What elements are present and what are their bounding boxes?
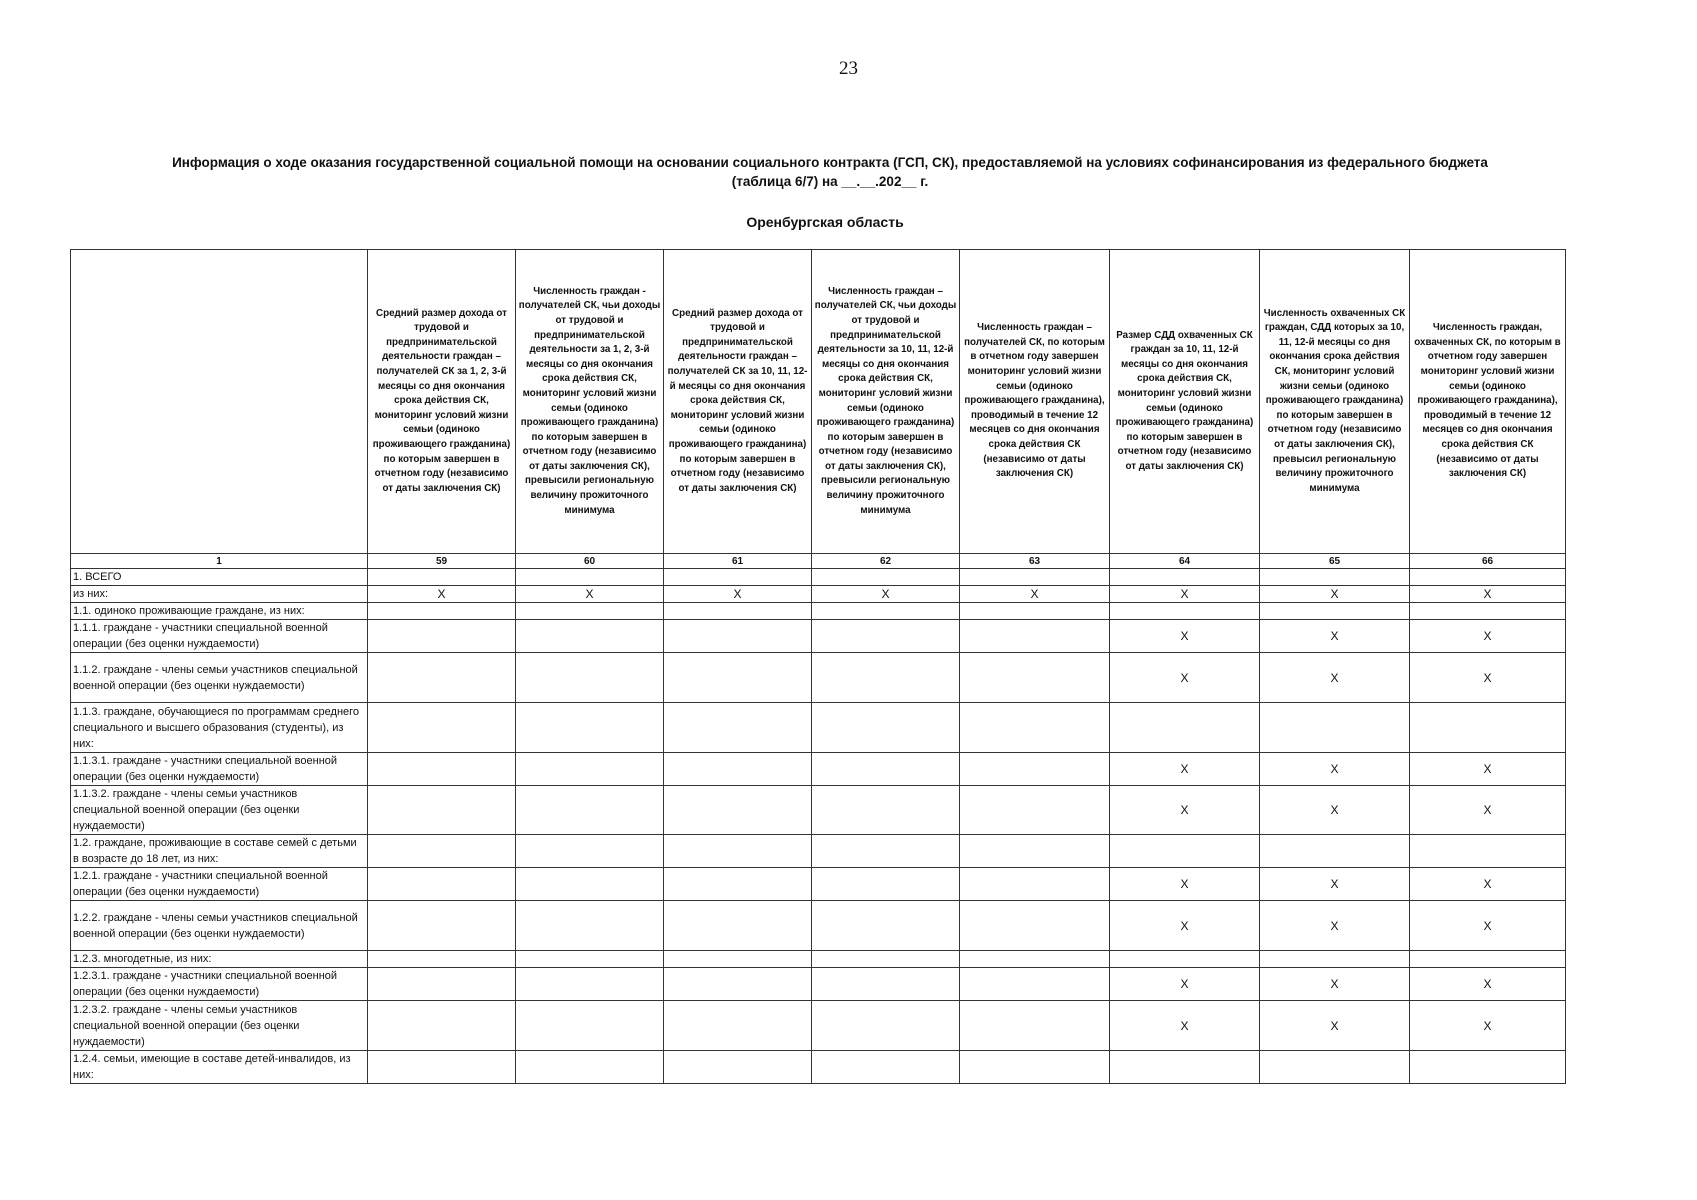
table-cell [812, 1001, 960, 1051]
table-cell [1410, 1051, 1566, 1084]
column-header: Размер СДД охваченных СК граждан за 10, 11, 12-й месяцы со дня окончания срока действия СК, мониторинг условий жизни семьи (одиноко проживающего гражданина) по которым завершен в отчетном году (независимо от даты заключения СК) [1110, 250, 1260, 554]
table-cell [812, 835, 960, 868]
table-cell: X [1110, 901, 1260, 951]
table-cell [812, 951, 960, 968]
table-cell: X [1110, 868, 1260, 901]
row-label: 1.1.3. граждане, обучающиеся по программам среднего специального и высшего образования (студенты), из них: [71, 703, 368, 753]
table-row [71, 951, 1566, 968]
column-number: 60 [516, 554, 664, 569]
title-line-2: (таблица 6/7) на __.__.202__ г. [731, 174, 929, 189]
table-cell [664, 653, 812, 703]
table-row [71, 586, 1566, 603]
table-row [71, 1051, 1566, 1084]
table-cell [812, 1051, 960, 1084]
table-cell [1410, 703, 1566, 753]
column-number-row [71, 554, 1566, 569]
table-cell: X [1410, 620, 1566, 653]
column-number: 63 [960, 554, 1110, 569]
table-cell [960, 620, 1110, 653]
table-cell [960, 901, 1110, 951]
table-cell: X [1260, 868, 1410, 901]
table-row [71, 753, 1566, 786]
table-cell [812, 901, 960, 951]
table-row [71, 1001, 1566, 1051]
table-cell [960, 968, 1110, 1001]
row-label: 1.1.2. граждане - члены семьи участников специальной военной операции (без оценки нуждаемости) [71, 653, 368, 703]
table-cell [812, 868, 960, 901]
table-cell [368, 1051, 516, 1084]
table-cell [960, 603, 1110, 620]
table-cell [664, 1051, 812, 1084]
table-cell [368, 968, 516, 1001]
column-number: 62 [812, 554, 960, 569]
table-cell: X [1410, 901, 1566, 951]
table-cell [1110, 569, 1260, 586]
table-cell: X [960, 586, 1110, 603]
table-cell [368, 868, 516, 901]
table-row [71, 569, 1566, 586]
table-cell [664, 968, 812, 1001]
row-label: 1.2.3.2. граждане - члены семьи участников специальной военной операции (без оценки нуждаемости) [71, 1001, 368, 1051]
table-cell: X [1260, 1001, 1410, 1051]
table-cell [516, 951, 664, 968]
table-cell [664, 753, 812, 786]
table-cell: X [1410, 753, 1566, 786]
table-cell: X [1410, 868, 1566, 901]
page-number: 23 [839, 58, 858, 79]
row-label: 1.1.1. граждане - участники специальной военной операции (без оценки нуждаемости) [71, 620, 368, 653]
table-cell [1260, 703, 1410, 753]
table-cell [1260, 1051, 1410, 1084]
row-label: 1.2. граждане, проживающие в составе семей с детьми в возрасте до 18 лет, из них: [71, 835, 368, 868]
table-cell [664, 569, 812, 586]
column-header [71, 250, 368, 554]
document-title [100, 153, 1560, 191]
row-label: 1.1. одиноко проживающие граждане, из них: [71, 603, 368, 620]
table-cell [368, 835, 516, 868]
table-cell [368, 603, 516, 620]
table-cell: X [1260, 753, 1410, 786]
table-cell [368, 1001, 516, 1051]
table-cell [960, 1051, 1110, 1084]
table-cell: X [1110, 786, 1260, 835]
table-cell [1410, 569, 1566, 586]
table-cell [1410, 951, 1566, 968]
table-cell [516, 653, 664, 703]
table-cell: X [664, 586, 812, 603]
table-cell [812, 786, 960, 835]
table-cell: X [1110, 753, 1260, 786]
table-cell [516, 868, 664, 901]
table-cell [1110, 835, 1260, 868]
table-cell: X [1260, 620, 1410, 653]
row-label: 1.2.2. граждане - члены семьи участников специальной военной операции (без оценки нуждаемости) [71, 901, 368, 951]
table-row [71, 786, 1566, 835]
table-cell: X [812, 586, 960, 603]
table-cell: X [1110, 1001, 1260, 1051]
table-cell [960, 653, 1110, 703]
table-cell [960, 753, 1110, 786]
report-table [70, 249, 1566, 1084]
row-label: 1.2.4. семьи, имеющие в составе детей-инвалидов, из них: [71, 1051, 368, 1084]
column-number: 59 [368, 554, 516, 569]
table-cell [664, 703, 812, 753]
table-cell: X [1260, 653, 1410, 703]
table-cell [812, 603, 960, 620]
table-cell [960, 835, 1110, 868]
table-cell [812, 620, 960, 653]
table-cell [1110, 1051, 1260, 1084]
table-cell: X [1410, 586, 1566, 603]
table-cell [664, 620, 812, 653]
table-cell [516, 1051, 664, 1084]
table-cell [812, 653, 960, 703]
table-cell [1260, 603, 1410, 620]
table-cell: X [1410, 786, 1566, 835]
title-line-1: Информация о ходе оказания государственной социальной помощи на основании социального контракта (ГСП, СК), предоставляемой на условиях софинансирования из федерального бюджета [172, 155, 1488, 170]
region-name: Оренбургская область [746, 214, 904, 230]
table-cell [368, 653, 516, 703]
table-cell [664, 786, 812, 835]
row-label: 1.2.1. граждане - участники специальной военной операции (без оценки нуждаемости) [71, 868, 368, 901]
table-cell: X [1260, 786, 1410, 835]
column-number: 66 [1410, 554, 1566, 569]
table-cell [664, 868, 812, 901]
table-cell [1410, 603, 1566, 620]
table-row [71, 653, 1566, 703]
table-cell [516, 901, 664, 951]
table-cell [664, 603, 812, 620]
table-cell [664, 951, 812, 968]
table-cell [1110, 703, 1260, 753]
table-cell [368, 753, 516, 786]
table-cell [368, 786, 516, 835]
table-cell [812, 968, 960, 1001]
table-cell [1260, 835, 1410, 868]
column-header: Численность граждан - получателей СК, чьи доходы от трудовой и предпринимательской деятельности за 1, 2, 3-й месяцы со дня окончания срока действия СК, мониторинг условий жизни семьи (одиноко проживающего гражданина) по которым завершен в отчетном году (независимо от даты заключения СК), превысили региональную величину прожиточного минимума [516, 250, 664, 554]
table-cell [516, 1001, 664, 1051]
table-cell: X [1260, 901, 1410, 951]
table-cell: X [516, 586, 664, 603]
table-row [71, 835, 1566, 868]
table-row [71, 901, 1566, 951]
column-header: Численность охваченных СК граждан, СДД которых за 10, 11, 12-й месяцы со дня окончания срока действия СК, мониторинг условий жизни семьи (одиноко проживающего гражданина) по которым завершен в отчетном году (независимо от даты заключения СК), превысил региональную величину прожиточного минимума [1260, 250, 1410, 554]
table-cell: X [1110, 586, 1260, 603]
header-row [71, 250, 1566, 554]
table-cell [1110, 603, 1260, 620]
table-cell [516, 968, 664, 1001]
table-cell [1260, 569, 1410, 586]
table-cell [516, 620, 664, 653]
table-body [71, 250, 1566, 1084]
table-row [71, 703, 1566, 753]
row-label: из них: [71, 586, 368, 603]
table-cell [960, 703, 1110, 753]
table-cell [516, 569, 664, 586]
table-cell: X [1110, 653, 1260, 703]
column-number: 65 [1260, 554, 1410, 569]
column-header: Средний размер дохода от трудовой и предпринимательской деятельности граждан – получателей СК за 1, 2, 3-й месяцы со дня окончания срока действия СК, мониторинг условий жизни семьи (одиноко проживающего гражданина) по которым завершен в отчетном году (независимо от даты заключения СК) [368, 250, 516, 554]
table-cell [368, 569, 516, 586]
column-header: Численность граждан – получателей СК, чьи доходы от трудовой и предпринимательской деятельности за 10, 11, 12-й месяцы со дня окончания срока действия СК, мониторинг условий жизни семьи (одиноко проживающего гражданина) по которым завершен в отчетном году (независимо от даты заключения СК), превысили региональную величину прожиточного минимума [812, 250, 960, 554]
table-cell [368, 951, 516, 968]
table-cell [960, 569, 1110, 586]
table-cell [960, 951, 1110, 968]
table-cell [368, 620, 516, 653]
table-cell [516, 786, 664, 835]
table-cell [1110, 951, 1260, 968]
column-header: Численность граждан – получателей СК, по которым в отчетном году завершен мониторинг условий жизни семьи (одиноко проживающего гражданина), проводимый в течение 12 месяцев со дня окончания срока действия СК (независимо от даты заключения СК) [960, 250, 1110, 554]
table-cell [516, 703, 664, 753]
table-cell [664, 1001, 812, 1051]
table-cell [516, 753, 664, 786]
column-number: 61 [664, 554, 812, 569]
table-cell: X [1260, 968, 1410, 1001]
row-label: 1. ВСЕГО [71, 569, 368, 586]
table-cell: X [1410, 968, 1566, 1001]
column-number: 64 [1110, 554, 1260, 569]
table-cell [1260, 951, 1410, 968]
table-row [71, 868, 1566, 901]
table-cell: X [1410, 653, 1566, 703]
table-cell [664, 901, 812, 951]
row-label: 1.1.3.2. граждане - члены семьи участников специальной военной операции (без оценки нуждаемости) [71, 786, 368, 835]
table-cell [960, 1001, 1110, 1051]
table-cell [812, 703, 960, 753]
table-cell [516, 603, 664, 620]
table-cell [960, 786, 1110, 835]
table-cell [368, 901, 516, 951]
table-row [71, 968, 1566, 1001]
table-cell: X [1260, 586, 1410, 603]
table-cell: X [1110, 620, 1260, 653]
column-number: 1 [71, 554, 368, 569]
row-label: 1.2.3.1. граждане - участники специальной военной операции (без оценки нуждаемости) [71, 968, 368, 1001]
column-header: Средний размер дохода от трудовой и предпринимательской деятельности граждан – получателей СК за 10, 11, 12-й месяцы со дня окончания срока действия СК, мониторинг условий жизни семьи (одиноко проживающего гражданина) по которым завершен в отчетном году (независимо от даты заключения СК) [664, 250, 812, 554]
table-cell: X [1110, 968, 1260, 1001]
table-cell [368, 703, 516, 753]
table-cell [1410, 835, 1566, 868]
row-label: 1.2.3. многодетные, из них: [71, 951, 368, 968]
table-cell [812, 753, 960, 786]
table-row [71, 620, 1566, 653]
table-cell: X [368, 586, 516, 603]
table-row [71, 603, 1566, 620]
table-cell [812, 569, 960, 586]
column-header: Численность граждан, охваченных СК, по которым в отчетном году завершен мониторинг условий жизни семьи (одиноко проживающего гражданина), проводимый в течение 12 месяцев со дня окончания срока действия СК (независимо от даты заключения СК) [1410, 250, 1566, 554]
row-label: 1.1.3.1. граждане - участники специальной военной операции (без оценки нуждаемости) [71, 753, 368, 786]
table-cell [960, 868, 1110, 901]
table-cell: X [1410, 1001, 1566, 1051]
table-cell [516, 835, 664, 868]
table-cell [664, 835, 812, 868]
